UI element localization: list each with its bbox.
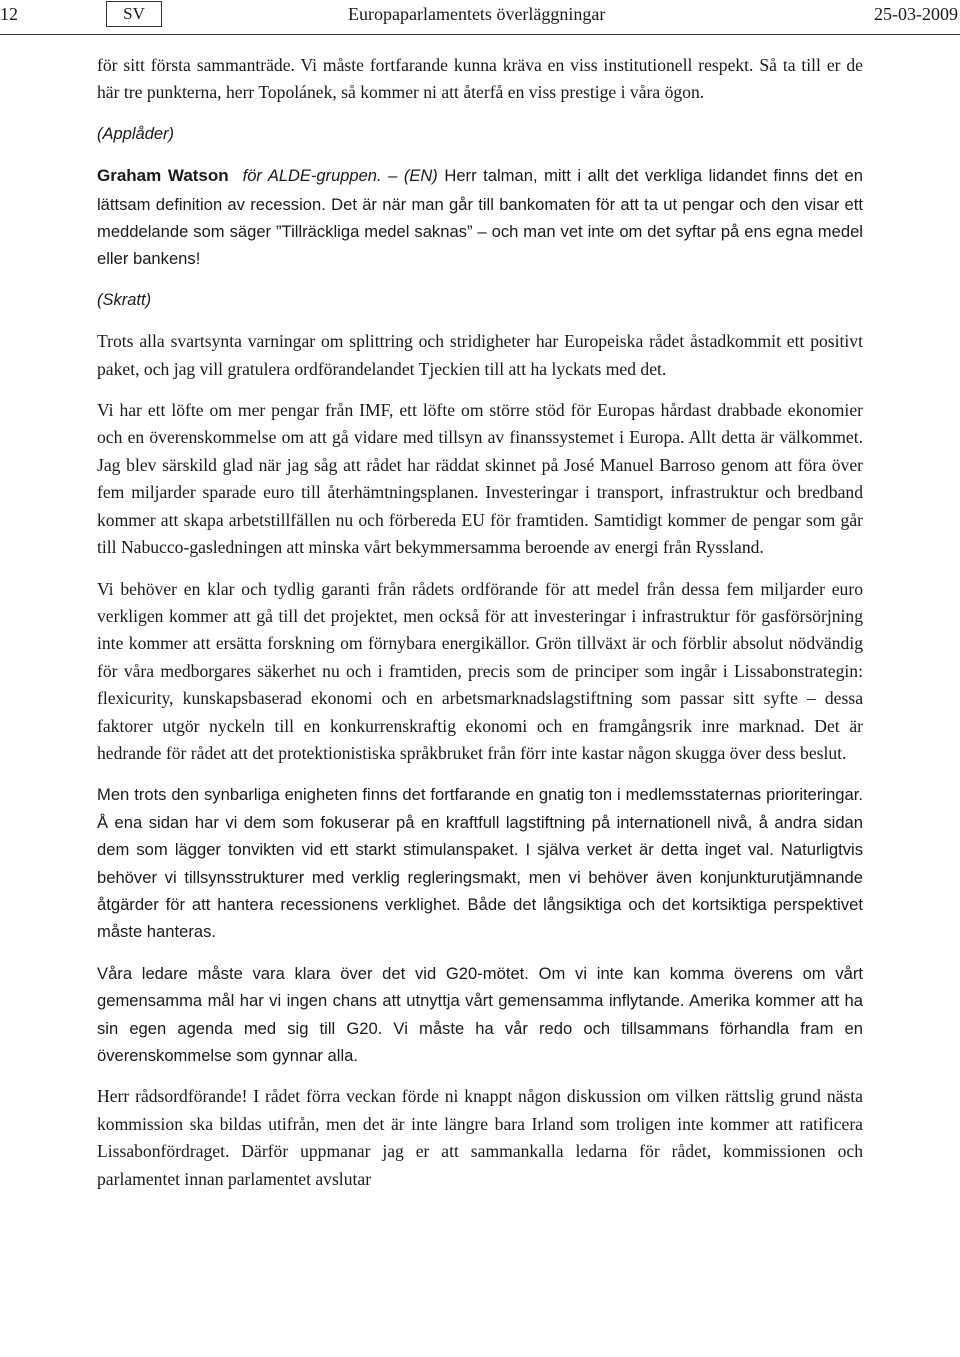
speech-text: Herr talman, mitt i allt det verkliga lidandet finns det en lättsam definition av recession. Det är när man går till bankomaten för att ta ut pengar och den visar ett meddelande som säger ”Tillräckliga medel saknas” – och man vet inte om det syftar på ens egna medel eller bankens!: [97, 166, 863, 269]
dash-separator: –: [381, 166, 404, 186]
language-code: (EN): [403, 167, 438, 186]
document-title: Europaparlamentets överläggningar: [348, 4, 606, 24]
speech-opening: [97, 162, 863, 273]
reaction-laughter: (Skratt): [97, 290, 152, 309]
paragraph: Vi har ett löfte om mer pengar från IMF, ett löfte om större stöd för Europas hårdast drabbade ekonomier och en överenskommelse om att gå vidare med tillsyn av finanssystemet i Europa. Allt detta är välkommet. Jag blev särskild glad när jag såg att rådet har räddat skinnet på José Manuel Barroso genom att föra över fem miljarder sparade euro till återhämtningsplanen. Investeringar i transport, infrastruktur och bredband kommer att skapa arbetstillfällen nu och förbereda EU för framtiden. Samtidigt kommer de pengar som går till Nabucco-gasledningen att minska vårt bekymmersamma beroende av energi från Ryssland.: [97, 400, 863, 558]
paragraph-continuation: för sitt första sammanträde. Vi måste fortfarande kunna kräva en viss institutionell respekt. Så ta till er de här tre punkterna, herr Topolánek, så kommer ni att återfå en viss prestige i våra ögon.: [97, 55, 863, 103]
paragraph: Trots alla svartsynta varningar om splittring och stridigheter har Europeiska rådet åstadkommit ett positivt paket, och jag vill gratulera ordförandelandet Tjeckien till att ha lyckats med det.: [97, 331, 863, 379]
document-body: [97, 52, 863, 1193]
page-header: [0, 0, 960, 35]
page-number: 12: [0, 4, 18, 24]
paragraph-continues: Herr rådsordförande! I rådet förra veckan förde ni knappt någon diskussion om vilken rättslig grund nästa kommission ska bildas utifrån, men det är inte längre bara Irland som troligen inte kommer att ratificera Lissabonfördraget. Därför uppmanar jag er att sammankalla ledarna för rådet, kommissionen och parlamentet innan parlamentet avslutar: [97, 1086, 863, 1189]
paragraph: Men trots den synbarliga enigheten finns det fortfarande en gnatig ton i medlemsstaternas prioriteringar. Å ena sidan har vi dem som fokuserar på en kraftfull lagstiftning på internationell nivå, å andra sidan dem som lägger tonvikten vid ett starkt stimulanspaket. I själva verket är detta inget val. Naturligtvis behöver vi tillsynsstrukturer med verklig regleringsmakt, men vi behöver även konjunkturutjämnande åtgärder för att hantera recessionens verklighet. Både det långsiktiga och det kortsiktiga perspektivet måste hanteras.: [97, 785, 863, 942]
document-date: 25-03-2009: [874, 4, 958, 24]
speaker-affiliation: för ALDE-gruppen.: [242, 167, 382, 186]
paragraph: Vi behöver en klar och tydlig garanti från rådets ordförande för att medel från dessa fem miljarder euro verkligen kommer att gå till det projektet, men också för att investeringar i infrastruktur för gasförsörjning inte kommer att ersätta forskning om förnybara energikällor. Grön tillväxt är och förblir absolut nödvändig för våra medborgares säkerhet nu och i framtiden, precis som de principer som ingår i Lissabonstrategin: flexicurity, kunskapsbaserad ekonomi och en arbetsmarknadslagstiftning som passar sitt syfte – dessa faktorer utgör nyckeln till en konkurrenskraftig ekonomi och en framgångsrik inre marknad. Det är hedrande för rådet att det protektionistiska språkbruket från förr inte kastar någon skugga över dess beslut.: [97, 578, 863, 763]
paragraph: Våra ledare måste vara klara över det vid G20-mötet. Om vi inte kan komma överens om vårt gemensamma mål har vi ingen chans att utnyttja vårt gemensamma inflytande. Amerika kommer att ha sin egen agenda med sig till G20. Vi måste ha vår redo och tillsammans förhandla fram en överenskommelse som gynnar alla.: [97, 963, 863, 1065]
language-label: SV: [106, 1, 162, 27]
speaker-name: Graham Watson: [97, 166, 229, 186]
reaction-applause: (Applåder): [97, 124, 175, 143]
